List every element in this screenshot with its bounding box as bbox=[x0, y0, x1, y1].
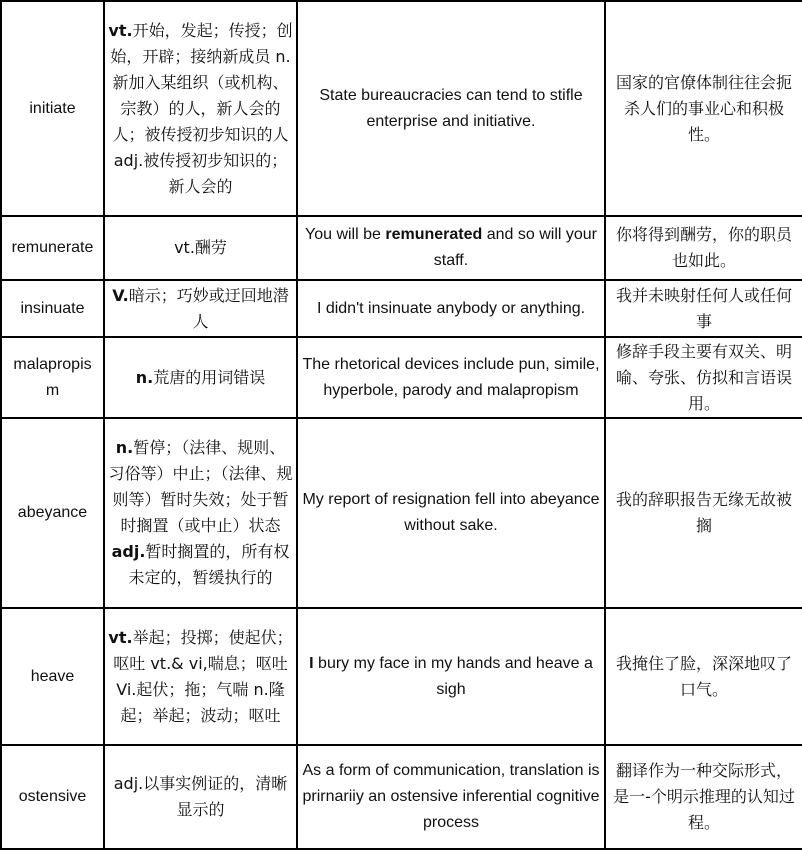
definition-text: adj.以事实例证的，清晰显示的 bbox=[113, 774, 288, 819]
example-text: and so will your staff. bbox=[433, 226, 597, 269]
translation-cell: 翻译作为一种交际形式，是一-个明示推理的认知过程。 bbox=[605, 745, 802, 849]
example-cell: My report of resignation fell into abeyance without sake. bbox=[297, 418, 605, 608]
part-of-speech: V. bbox=[112, 285, 129, 305]
definition-text: 暗示；巧妙或迂回地潜人 bbox=[128, 285, 289, 331]
word-cell: ostensive bbox=[1, 745, 104, 849]
word-cell: initiate bbox=[1, 1, 104, 216]
table-row bbox=[1, 280, 802, 337]
definition-text: 开始，发起；传授；创始，开辟；接纳新成员 n.新加入某组织（或机构、宗教）的人，新人会的人；被传授初步知识的人 adj.被传授初步知识的；新人会的 bbox=[110, 20, 293, 196]
word-cell: insinuate bbox=[1, 280, 104, 337]
definition-cell bbox=[104, 1, 297, 216]
example-cell: The rhetorical devices include pun, simile, hyperbole, parody and malapropism bbox=[297, 337, 605, 418]
definition-cell bbox=[104, 745, 297, 849]
word-text: malapropis bbox=[13, 355, 92, 373]
example-text: bury my face in my hands and heave a sigh bbox=[313, 654, 593, 698]
table-row bbox=[1, 1, 802, 216]
table-row bbox=[1, 337, 802, 418]
table-row bbox=[1, 745, 802, 849]
definition-text: 暂停；（法律、规则、习俗等）中止；（法律、规则等）暂时失效；处于暂时搁置（或中止）状态 bbox=[108, 438, 293, 535]
table-row bbox=[1, 216, 802, 280]
translation-cell: 国家的官僚体制往往会扼杀人们的事业心和积极性。 bbox=[605, 1, 802, 216]
example-cell bbox=[297, 216, 605, 280]
word-cell: abeyance bbox=[1, 418, 104, 608]
definition-text: 举起；投掷；使起伏；呕吐 vt.& vi,喘息；呕吐 Vi.起伏；拖；气喘 n.隆起；举起；波动；呕吐 bbox=[113, 627, 293, 725]
translation-cell: 我并未映射任何人或任何事 bbox=[605, 280, 802, 337]
definition-cell bbox=[104, 418, 297, 608]
translation-cell: 修辞手段主要有双关、明喻、夸张、仿拟和言语误用。 bbox=[605, 337, 802, 418]
example-text: You will be bbox=[305, 226, 386, 243]
part-of-speech: n. bbox=[135, 367, 154, 387]
table-row bbox=[1, 608, 802, 745]
example-cell: I didn't insinuate anybody or anything. bbox=[297, 280, 605, 337]
example-cell: State bureaucracies can tend to stifle enterprise and initiative. bbox=[297, 1, 605, 216]
definition-text: 暂时搁置的，所有权未定的，暂缓执行的 bbox=[128, 542, 290, 587]
word-text: m bbox=[45, 381, 60, 399]
word-cell: heave bbox=[1, 608, 104, 745]
example-cell bbox=[297, 608, 605, 745]
translation-cell: 你将得到酬劳，你的职员也如此。 bbox=[605, 216, 802, 280]
definition-text: 荒唐的用词错误 bbox=[153, 367, 266, 387]
definition-cell bbox=[104, 337, 297, 418]
definition-cell bbox=[104, 216, 297, 280]
definition-text: vt.酬劳 bbox=[174, 238, 227, 257]
word-cell: remunerate bbox=[1, 216, 104, 280]
definition-cell bbox=[104, 608, 297, 745]
part-of-speech: vt. bbox=[108, 627, 133, 647]
table-row bbox=[1, 418, 802, 608]
definition-cell bbox=[104, 280, 297, 337]
translation-cell: 我掩住了脸，深深地叹了 口气。 bbox=[605, 608, 802, 745]
example-highlight: I bbox=[309, 654, 314, 672]
part-of-speech: adj. bbox=[111, 542, 146, 561]
part-of-speech: vt. bbox=[108, 20, 133, 40]
word-cell bbox=[1, 337, 104, 418]
example-highlight: remunerated bbox=[385, 226, 483, 243]
part-of-speech: n. bbox=[115, 438, 134, 457]
example-cell: As a form of communication, translation is prirnariiy an ostensive inferential cognitive process bbox=[297, 745, 605, 849]
translation-cell: 我的辞职报告无缘无故被搁 bbox=[605, 418, 802, 608]
